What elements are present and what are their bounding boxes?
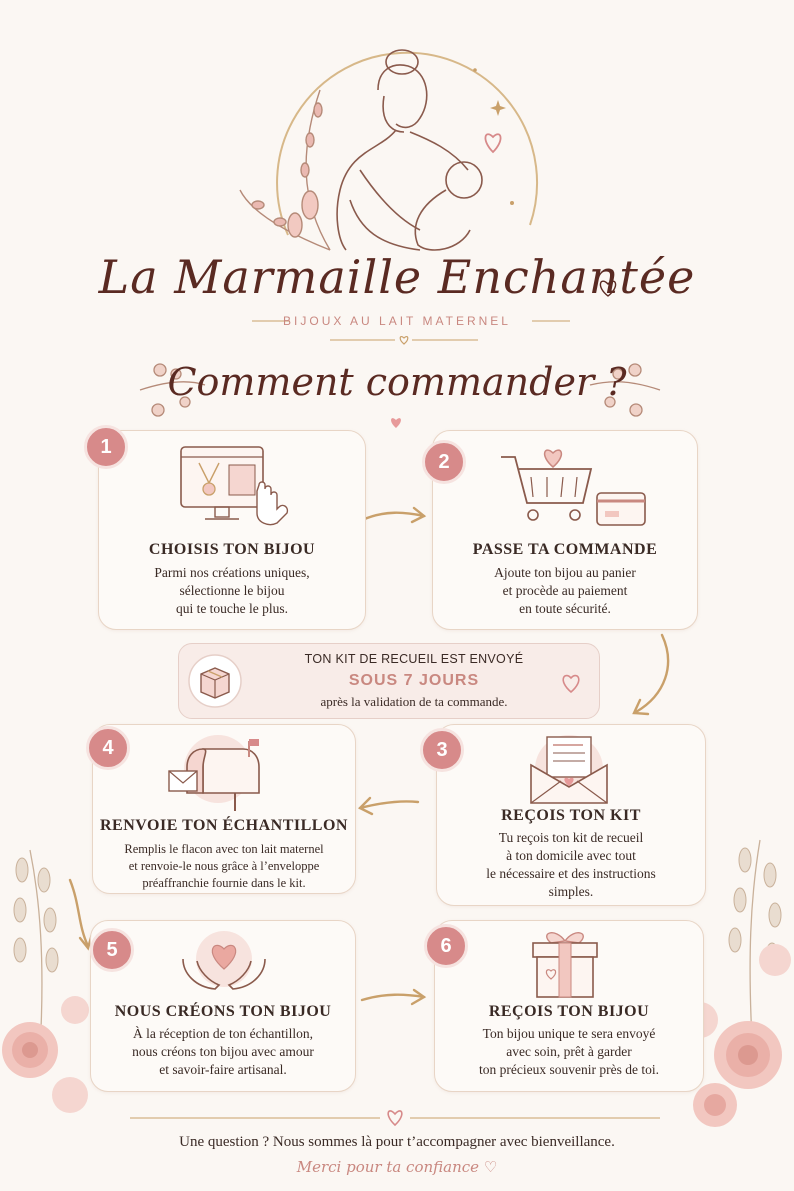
page-heading: Comment commander ?	[167, 360, 627, 404]
sparkle-icon	[490, 100, 506, 116]
step-title-4: RENVOIE TON ÉCHANTILLON	[100, 817, 348, 834]
gift-box-icon	[525, 925, 605, 1001]
kit-banner	[178, 643, 600, 719]
footer-thanks: Merci pour ta confiance ♡	[296, 1158, 498, 1176]
step-card-4	[92, 724, 356, 894]
floral-left-icon	[2, 850, 89, 1113]
kit-line-2: SOUS 7 JOURS	[348, 672, 480, 689]
step-desc-3: Tu reçois ton kit de recueil à ton domicile avec tout le nécessaire et des instructions simples.	[486, 830, 656, 899]
step-desc-6: Ton bijou unique te sera envoyé avec soin, prêt à garder ton précieux souvenir près de toi.	[479, 1026, 659, 1077]
step-card-6	[434, 920, 704, 1092]
kit-line-3: après la validation de ta commande.	[320, 694, 508, 709]
step-title-2: PASSE TA COMMANDE	[472, 541, 658, 558]
computer-pendant-icon	[177, 443, 297, 533]
step-number-5: 5	[90, 928, 134, 972]
step-title-3: REÇOIS TON KIT	[501, 807, 641, 824]
kit-line-1: TON KIT DE RECUEIL EST ENVOYÉ	[304, 652, 524, 666]
package-icon	[187, 652, 243, 710]
step-desc-1: Parmi nos créations uniques, sélectionne le bijou qui te touche le plus.	[154, 565, 310, 616]
envelope-letter-icon	[525, 731, 615, 807]
step-desc-4: Remplis le flacon avec ton lait maternel et renvoie-le nous grâce à l’enveloppe préaffranchie fournie dans le kit.	[124, 842, 324, 890]
step-number-3: 3	[420, 728, 464, 772]
step-desc-5: À la réception de ton échantillon, nous créons ton bijou avec amour et savoir-faire artisanal.	[132, 1026, 314, 1077]
brand-tagline: BIJOUX AU LAIT MATERNEL	[283, 314, 511, 328]
mother-baby-illustration-icon	[337, 50, 482, 250]
brand-name: La Marmaille Enchantée	[98, 250, 696, 304]
step-card-1	[98, 430, 366, 630]
hands-heart-icon	[179, 929, 269, 999]
step-title-1: CHOISIS TON BIJOU	[148, 541, 316, 558]
step-title-5: NOUS CRÉONS TON BIJOU	[114, 1003, 332, 1020]
logo-heart-icon	[485, 134, 500, 152]
step-card-3	[436, 724, 706, 906]
kit-heart-icon	[559, 672, 583, 694]
step-number-1: 1	[84, 425, 128, 469]
cart-card-icon	[497, 445, 647, 535]
step-title-6: REÇOIS TON BIJOU	[488, 1003, 650, 1020]
footer-heart-icon	[388, 1111, 402, 1125]
step-desc-2: Ajoute ton bijou au panier et procède au paiement en toute sécurité.	[494, 565, 636, 616]
mailbox-icon	[163, 733, 273, 813]
footer-question: Une question ? Nous sommes là pour t’accompagner avec bienveillance.	[179, 1134, 615, 1150]
step-number-6: 6	[424, 924, 468, 968]
heading-heart-icon	[391, 418, 401, 428]
step-card-2	[432, 430, 698, 630]
step-number-2: 2	[422, 440, 466, 484]
step-number-4: 4	[86, 726, 130, 770]
